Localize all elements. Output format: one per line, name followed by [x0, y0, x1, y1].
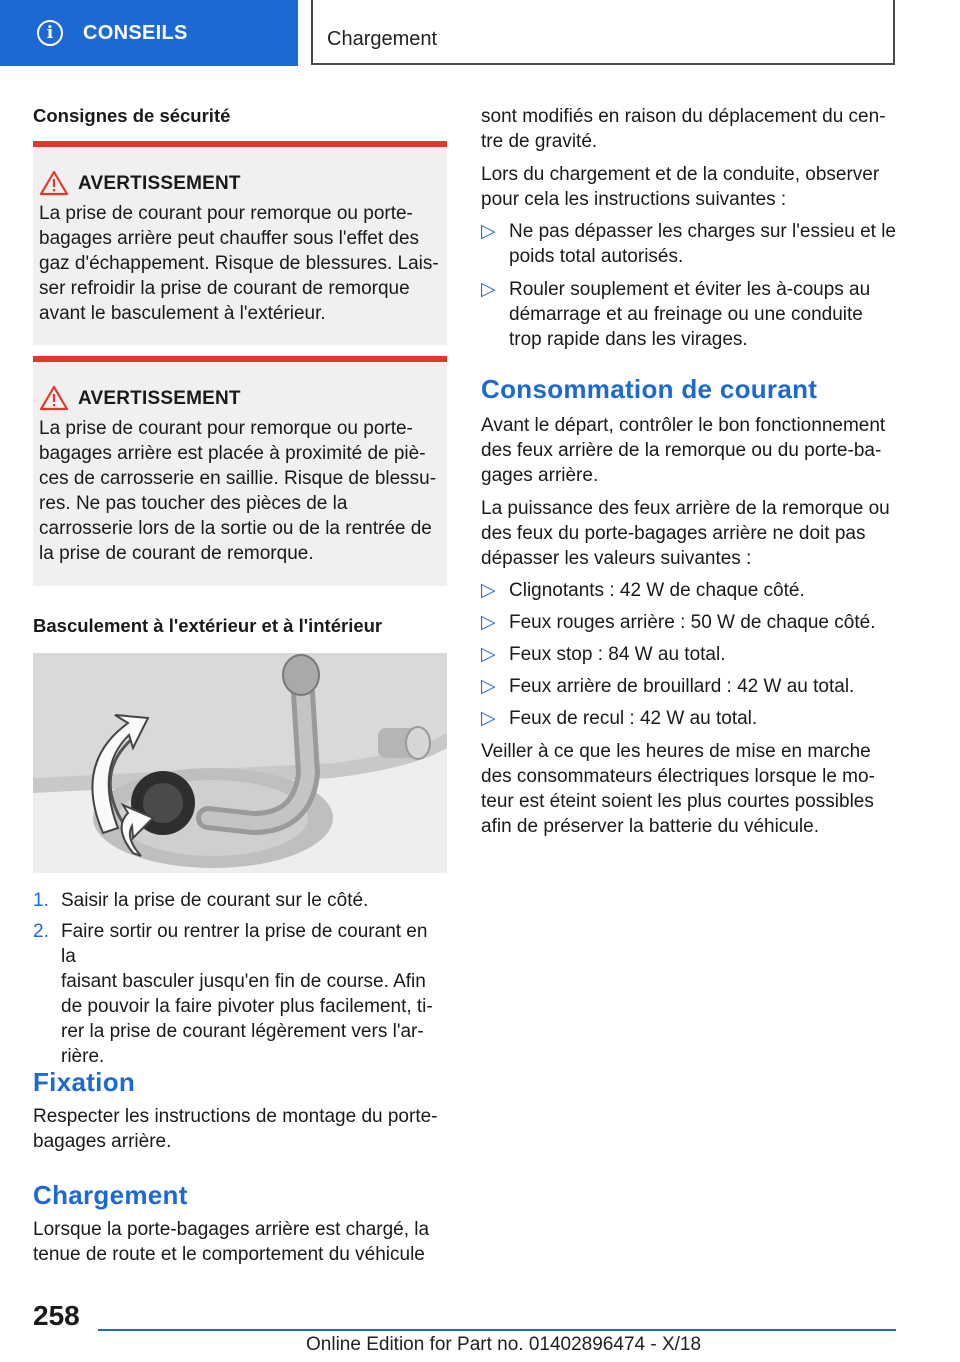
list-item-text: Feux de recul : 42 W au total. [509, 708, 758, 729]
list-item-text: Clignotants : 42 W de chaque côté. [509, 580, 805, 601]
text-line: bagages arrière est placée à proximité de piè- [39, 443, 426, 464]
text-line: res. Ne pas toucher des pièces de la [39, 493, 348, 514]
text-line: tenue de route et le comportement du véhicule [33, 1244, 425, 1265]
text-line: rière. [61, 1046, 105, 1067]
list-item [481, 219, 897, 269]
text-line: carrosserie lors de la sortie ou de la rentrée de [39, 518, 432, 539]
text-line: rer la prise de courant légèrement vers l'ar- [61, 1021, 424, 1042]
list-item [481, 578, 897, 603]
warning-box-2 [33, 356, 447, 586]
observe-text [481, 162, 897, 212]
text-line: teur est éteint soient les plus courtes possibles [481, 791, 874, 812]
text-line: des feux du porte-bagages arrière ne doit pas [481, 523, 866, 544]
text-line: tre de gravité. [481, 131, 598, 152]
footer-edition: Online Edition for Part no. 01402896474 - X/18 [306, 1334, 702, 1355]
list-item [481, 642, 897, 667]
list-item-text [509, 277, 897, 352]
continued-text [481, 104, 897, 154]
list-item [481, 706, 897, 731]
fixation-text [33, 1104, 447, 1154]
swing-title: Basculement à l'extérieur et à l'intérieur [33, 615, 383, 636]
warning-text-1 [39, 201, 441, 326]
text-line: pour cela les instructions suivantes : [481, 189, 787, 210]
list-item-text: Feux rouges arrière : 50 W de chaque côté. [509, 612, 876, 633]
text-line: dépasser les valeurs suivantes : [481, 548, 752, 569]
chargement-text [33, 1217, 447, 1267]
text-line: bagages arrière peut chauffer sous l'effet des [39, 228, 420, 249]
text-line: Faire sortir ou rentrer la prise de courant en la [61, 921, 428, 967]
text-line: Avant le départ, contrôler le bon fonctionnement [481, 415, 886, 436]
fixation-heading: Fixation [33, 1067, 136, 1097]
warning-title: AVERTISSEMENT [78, 173, 241, 194]
bullet-triangle-icon: ▷ [481, 708, 496, 729]
bullet-triangle-icon: ▷ [481, 580, 496, 601]
warning-box-1 [33, 141, 447, 345]
text-line: faisant basculer jusqu'en fin de course. Afin [61, 971, 426, 992]
list-item [481, 277, 897, 352]
text-line: Rouler souplement et éviter les à-coups au [509, 279, 871, 300]
text-line: afin de préserver la batterie du véhicule. [481, 816, 819, 837]
bullet-triangle-icon: ▷ [481, 644, 496, 665]
chargement-heading: Chargement [33, 1180, 188, 1210]
text-line: bagages arrière. [33, 1131, 172, 1152]
text-line: poids total autorisés. [509, 246, 684, 267]
bullet-triangle-icon: ▷ [481, 612, 496, 633]
step-text [61, 888, 447, 913]
header-tab-label: CONSEILS [83, 21, 188, 44]
text-line: Lors du chargement et de la conduite, observer [481, 164, 880, 185]
header-tab-conseils[interactable] [0, 0, 298, 66]
list-item-text: Feux stop : 84 W au total. [509, 644, 726, 665]
text-line: ces de carrosserie en saillie. Risque de blessu- [39, 468, 437, 489]
text-line: Ne pas dépasser les charges sur l'essieu et le [509, 221, 896, 242]
bullet-triangle-icon: ▷ [481, 221, 496, 242]
list-item-text: Feux arrière de brouillard : 42 W au total. [509, 676, 855, 697]
text-line: La prise de courant pour remorque ou porte- [39, 203, 413, 224]
text-line: sont modifiés en raison du déplacement du cen- [481, 106, 886, 127]
warning-triangle-icon [39, 385, 69, 411]
info-icon: i [37, 20, 63, 46]
footer-divider [98, 1329, 896, 1331]
text-line: ser refroidir la prise de courant de remorque [39, 278, 410, 299]
text-line: démarrage et au freinage ou une conduite [509, 304, 863, 325]
step-2 [33, 919, 447, 1067]
list-item-text [509, 219, 897, 269]
text-line: Saisir la prise de courant sur le côté. [61, 890, 369, 911]
text-line: Veiller à ce que les heures de mise en marche [481, 741, 871, 762]
text-line: des feux arrière de la remorque ou du porte-ba- [481, 440, 882, 461]
text-line: La prise de courant pour remorque ou porte- [39, 418, 413, 439]
text-line: Respecter les instructions de montage du porte- [33, 1106, 438, 1127]
bullet-triangle-icon: ▷ [481, 676, 496, 697]
header-section-box [311, 0, 895, 65]
text-line: trop rapide dans les virages. [509, 329, 748, 350]
warning-title: AVERTISSEMENT [78, 388, 241, 409]
warning-text-2 [39, 416, 441, 566]
final-text [481, 739, 897, 839]
text-line: La puissance des feux arrière de la remorque ou [481, 498, 890, 519]
list-item [481, 674, 897, 699]
text-line: Lorsque la porte-bagages arrière est chargé, la [33, 1219, 430, 1240]
bullet-triangle-icon: ▷ [481, 279, 496, 300]
power-text [481, 496, 897, 571]
text-line: avant le basculement à l'extérieur. [39, 303, 326, 324]
page-number: 258 [33, 1300, 80, 1331]
text-line: la prise de courant de remorque. [39, 543, 314, 564]
text-line: de pouvoir la faire pivoter plus facilement, ti- [61, 996, 433, 1017]
check-text [481, 413, 897, 488]
safety-title: Consignes de sécurité [33, 105, 231, 126]
warning-triangle-icon [39, 170, 69, 196]
tow-socket-illustration [33, 653, 447, 873]
step-number: 1. [33, 890, 49, 911]
text-line: gages arrière. [481, 465, 599, 486]
text-line: des consommateurs électriques lorsque le mo- [481, 766, 875, 787]
text-line: gaz d'échappement. Risque de blessures. Lais- [39, 253, 439, 274]
list-item [481, 610, 897, 635]
step-number: 2. [33, 921, 49, 942]
consumption-heading: Consommation de courant [481, 374, 818, 404]
step-text [61, 919, 447, 1069]
header-section-title: Chargement [327, 28, 438, 50]
step-1 [33, 888, 447, 913]
